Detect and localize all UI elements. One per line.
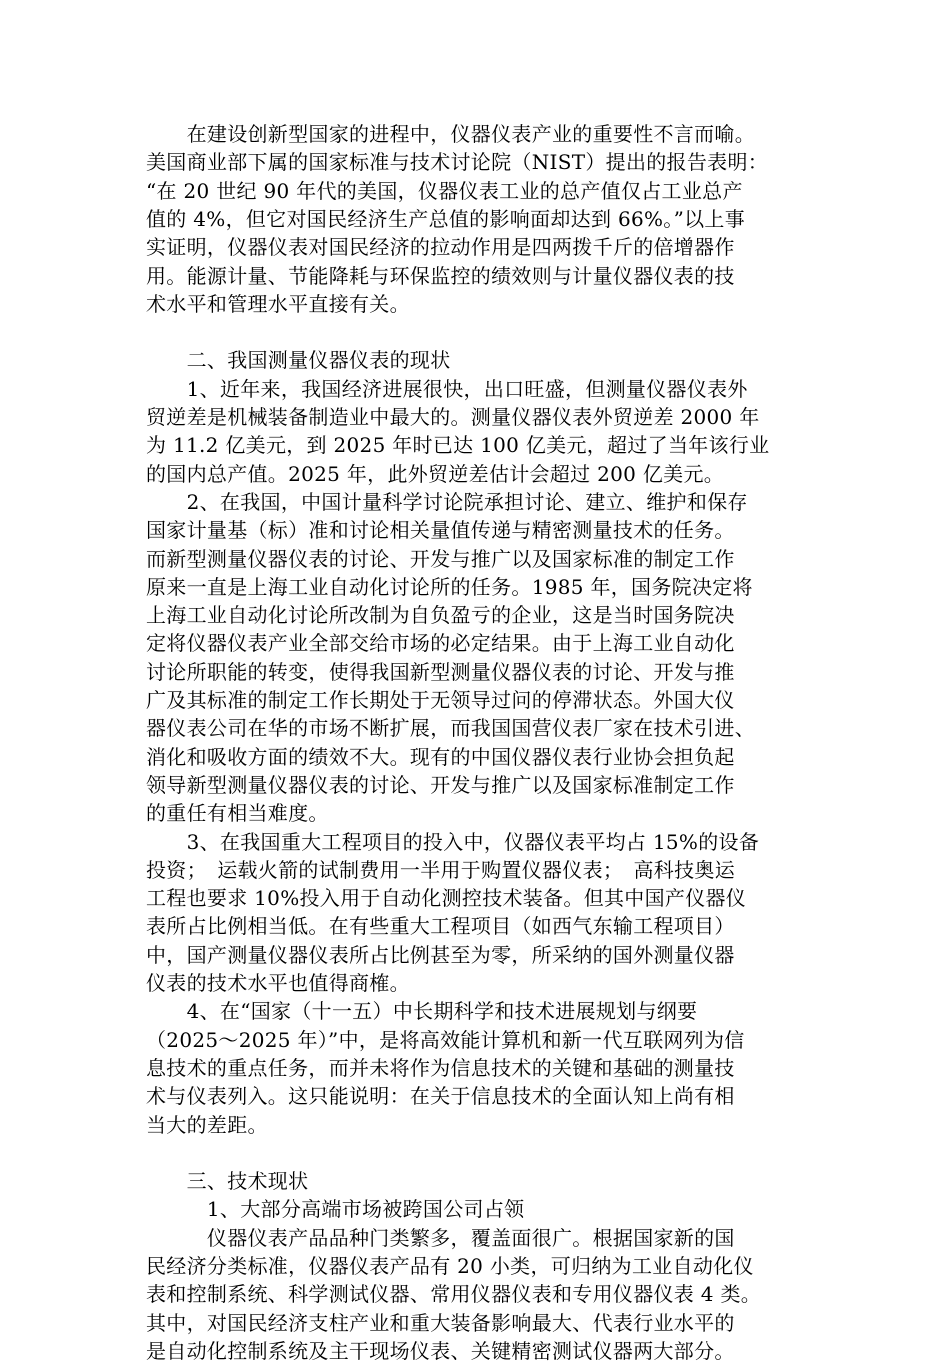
text-line: 4、在“国家（十一五）中长期科学和技术进展规划与纲要 xyxy=(146,999,698,1023)
text-line: 1、近年来，我国经济进展很快，出口旺盛，但测量仪器仪表外 xyxy=(146,377,748,401)
text-line: 国家计量基（标）准和讨论相关量值传递与精密测量技术的任务。 xyxy=(146,518,735,542)
text-line: 讨论所职能的转变，使得我国新型测量仪器仪表的讨论、开发与推 xyxy=(146,660,735,684)
text-line: 表和控制系统、科学测试仪器、常用仪器仪表和专用仪器仪表 4 类。 xyxy=(146,1282,762,1306)
text-line: 原来一直是上海工业自动化讨论所的任务。1985 年，国务院决定将 xyxy=(146,575,753,599)
text-line: 当大的差距。 xyxy=(146,1113,268,1137)
text-line: 而新型测量仪器仪表的讨论、开发与推广以及国家标准的制定工作 xyxy=(146,547,735,571)
text-line: 术与仪表列入。这只能说明：在关于信息技术的全面认知上尚有相 xyxy=(146,1084,735,1108)
text-line: 其中，对国民经济支柱产业和重大装备影响最大、代表行业水平的 xyxy=(146,1311,735,1335)
text-line: 的重任有相当难度。 xyxy=(146,801,329,825)
text-line: 在建设创新型国家的进程中，仪器仪表产业的重要性不言而喻。 xyxy=(146,122,755,146)
text-line: 实证明，仪器仪表对国民经济的拉动作用是四两拨千斤的倍增器作 xyxy=(146,235,735,259)
subsection-heading: 1、大部分高端市场被跨国公司占领 xyxy=(146,1197,525,1221)
section-heading: 二、我国测量仪器仪表的现状 xyxy=(146,348,451,372)
text-line: 贸逆差是机械装备制造业中最大的。测量仪器仪表外贸逆差 2000 年 xyxy=(146,405,760,429)
text-line: （2025～2025 年）”中，是将高效能计算机和新一代互联网列为信 xyxy=(146,1028,745,1052)
text-line: 术水平和管理水平直接有关。 xyxy=(146,292,410,316)
text-line: 广及其标准的制定工作长期处于无领导过问的停滞状态。外国大仪 xyxy=(146,688,735,712)
text-line: 上海工业自动化讨论所改制为自负盈亏的企业，这是当时国务院决 xyxy=(146,603,735,627)
text-line: 表所占比例相当低。在有些重大工程项目（如西气东输工程项目） xyxy=(146,914,735,938)
text-line: 器仪表公司在华的市场不断扩展，而我国国营仪表厂家在技术引进、 xyxy=(146,716,755,740)
text-line: 定将仪器仪表产业全部交给市场的必定结果。由于上海工业自动化 xyxy=(146,631,735,655)
text-line: 用。能源计量、节能降耗与环保监控的绩效则与计量仪器仪表的技 xyxy=(146,264,735,288)
text-line: 消化和吸收方面的绩效不大。现有的中国仪器仪表行业协会担负起 xyxy=(146,745,735,769)
text-line: 投资； 运载火箭的试制费用一半用于购置仪器仪表； 高科技奥运 xyxy=(146,858,735,882)
text-line: 仪表的技术水平也值得商榷。 xyxy=(146,971,410,995)
text-line: “在 20 世纪 90 年代的美国，仪器仪表工业的总产值仅占工业总产 xyxy=(146,179,743,203)
text-line: 领导新型测量仪器仪表的讨论、开发与推广以及国家标准制定工作 xyxy=(146,773,735,797)
text-line: 民经济分类标准，仪器仪表产品有 20 小类，可归纳为工业自动化仪 xyxy=(146,1254,754,1278)
text-line: 是自动化控制系统及主干现场仪表、关键精密测试仪器两大部分。 xyxy=(146,1339,735,1363)
text-line: 中，国产测量仪器仪表所占比例甚至为零，所采纳的国外测量仪器 xyxy=(146,943,735,967)
text-line: 工程也要求 10%投入用于自动化测控技术装备。但其中国产仪器仪 xyxy=(146,886,747,910)
text-line: 仪器仪表产品品种门类繁多，覆盖面很广。根据国家新的国 xyxy=(146,1226,735,1250)
text-line: 为 11.2 亿美元，到 2025 年时已达 100 亿美元，超过了当年该行业 xyxy=(146,433,770,457)
section-heading: 三、技术现状 xyxy=(146,1169,309,1193)
text-line: 值的 4%，但它对国民经济生产总值的影响面却达到 66%。”以上事 xyxy=(146,207,746,231)
text-line: 美国商业部下属的国家标准与技术讨论院（NIST）提出的报告表明： xyxy=(146,150,769,174)
text-line: 2、在我国，中国计量科学讨论院承担讨论、建立、维护和保存 xyxy=(146,490,748,514)
text-line: 息技术的重点任务，而并未将作为信息技术的关键和基础的测量技 xyxy=(146,1056,735,1080)
text-line: 3、在我国重大工程项目的投入中，仪器仪表平均占 15%的设备 xyxy=(146,830,760,854)
text-line: 的国内总产值。2025 年，此外贸逆差估计会超过 200 亿美元。 xyxy=(146,462,725,486)
